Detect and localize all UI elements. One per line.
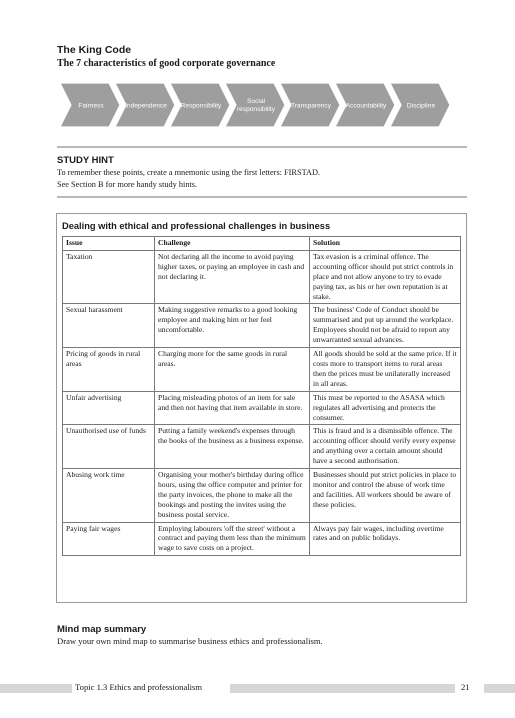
table-row [63,522,461,556]
header-solution: Solution [310,237,461,251]
chevron-label: Transparency [290,102,332,110]
cell-issue: Unfair advertising [63,391,155,425]
chevron-label: Independence [125,102,167,110]
cell-challenge: Charging more for the same goods in rural areas. [155,348,310,392]
cell-challenge: Putting a family weekend's expenses through the books of the business as a business expense. [155,425,310,469]
chevron-label: Fairness [78,102,104,110]
study-hint-line-2: See Section B for more handy study hints. [57,180,198,189]
table-row [63,425,461,469]
chevron-label: Responsibility [180,102,222,110]
cell-solution: This must be reported to the ASASA which regulates all advertising and protects the consumer. [310,391,461,425]
study-hint-title: STUDY HINT [57,155,114,166]
section-divider [57,146,467,148]
mind-map-text: Draw your own mind map to summarise business ethics and professionalism. [57,636,323,646]
footer-topic: Topic 1.3 Ethics and professionalism [75,682,203,692]
cell-issue: Abusing work time [63,469,155,523]
table-header-row [63,237,461,251]
table-row [63,469,461,523]
chevron-label: Discipline [406,102,436,110]
table-row [63,348,461,392]
cell-challenge: Not declaring all the income to avoid paying higher taxes, or paying an employee in cash and not declaring it. [155,250,310,304]
cell-challenge: Organising your mother's birthday during office hours, using the office computer and printer for the party invoices, the phone to make all the bookings and posting the invites using the business postal service. [155,469,310,523]
ethics-challenges-table [62,236,461,556]
page-subheading: The 7 characteristics of good corporate governance [57,58,276,69]
governance-chevron-diagram [60,82,460,128]
cell-solution: Businesses should put strict policies in place to monitor and control the abuse of work time and facilities. All workers should be aware of these policies. [310,469,461,523]
cell-solution: Tax evasion is a criminal offence. The accounting officer should put strict controls in place and not allow anyone to try to evade paying tax, as his or her own reputation is at stake. [310,250,461,304]
cell-issue: Paying fair wages [63,522,155,556]
cell-solution: All goods should be sold at the same price. If it costs more to transport items to rural areas then the prices must be unilaterally increased in all areas. [310,348,461,392]
study-hint-line-1: To remember these points, create a mnemonic using the first letters: FIRSTAD. [57,168,321,177]
cell-solution: The business' Code of Conduct should be summarised and put up around the workplace. Employees should not be afraid to report any unwarranted sexual advances. [310,304,461,348]
cell-challenge: Placing misleading photos of an item for sale and then not having that item available in store. [155,391,310,425]
page-heading: The King Code [57,44,132,56]
cell-issue: Unauthorised use of funds [63,425,155,469]
page-number: 21 [461,682,470,692]
chevron-step [390,83,450,127]
section-divider [57,196,467,198]
footer-bar [230,684,455,693]
chevron-step [335,83,395,127]
cell-issue: Sexual harassment [63,304,155,348]
chevron-step [225,83,285,127]
cell-solution: This is fraud and is a dismissible offence. The accounting officer should verify every expense and anything over a certain amount should have a second authorisation. [310,425,461,469]
chevron-label: Accountability [345,102,387,110]
cell-solution: Always pay fair wages, including overtime rates and on public holidays. [310,522,461,556]
mind-map-title: Mind map summary [57,624,147,635]
cell-issue: Taxation [63,250,155,304]
header-issue: Issue [63,237,155,251]
chevron-step [115,83,175,127]
table-row [63,304,461,348]
chevron-shape [225,83,285,127]
chevron-label: responsibility [236,106,276,113]
cell-challenge: Making suggestive remarks to a good looking employee and making him or her feel uncomfortable. [155,304,310,348]
chevron-step [60,83,120,127]
table-row [63,391,461,425]
cell-challenge: Employing labourers 'off the street' without a contract and paying them less than the minimum wage to save costs on a project. [155,522,310,556]
table-row [63,250,461,304]
footer-bar [484,684,515,693]
header-challenge: Challenge [155,237,310,251]
chevron-label: Social [247,98,265,105]
chevron-step [280,83,340,127]
chevron-step [170,83,230,127]
footer-bar [0,684,72,693]
table-box-title: Dealing with ethical and professional challenges in business [62,221,331,231]
cell-issue: Pricing of goods in rural areas [63,348,155,392]
